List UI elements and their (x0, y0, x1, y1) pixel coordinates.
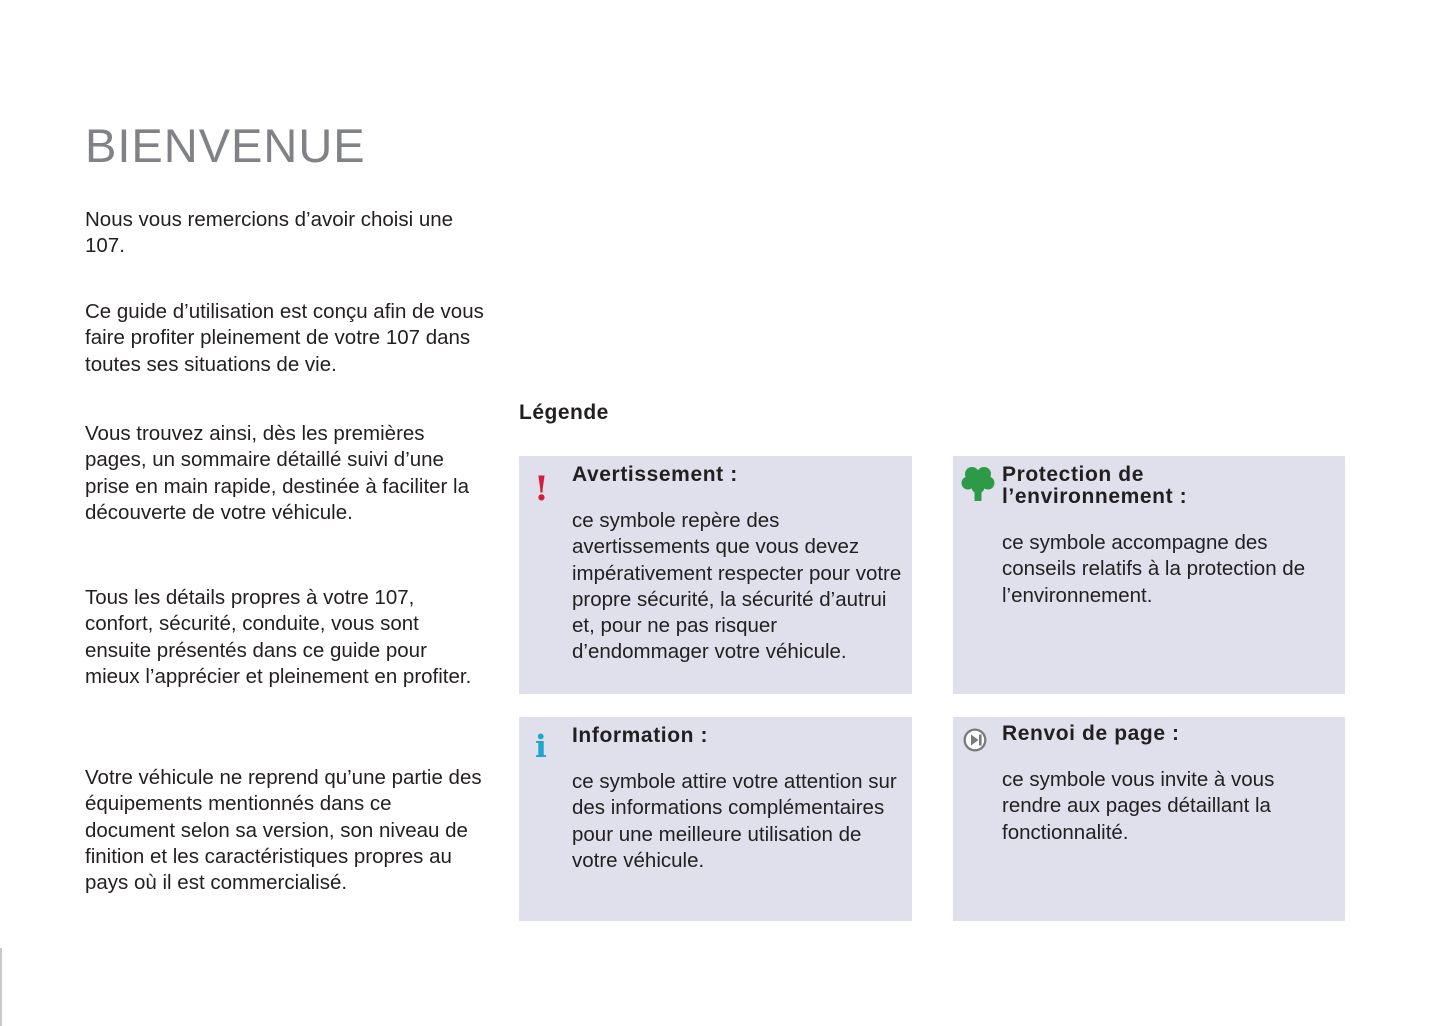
legend-heading-environment-line1: Protection de (1002, 463, 1144, 486)
legend-heading-page-reference: Renvoi de page : (1002, 722, 1180, 745)
page-edge-divider (0, 948, 2, 1026)
legend-heading-environment-line2: l’environnement : (1002, 485, 1188, 508)
legend-heading-information: Information : (572, 724, 709, 747)
legend-text-information: ce symbole attire votre attention sur des informations complémentaires pour une meilleure utilisation de votre véhicule. (572, 770, 897, 872)
exclamation-icon: ! (534, 469, 549, 509)
legend-text-environment: ce symbole accompagne des conseils relatifs à la protection de l’environnement. (1002, 531, 1306, 607)
info-icon: i (535, 729, 547, 765)
legend-heading-environment (1002, 464, 1187, 508)
legend-title: Légende (519, 401, 609, 424)
legend-box-environment (953, 456, 1345, 694)
intro-paragraph: Nous vous remercions d’avoir choisi une 107. (85, 208, 454, 258)
intro-paragraph: Votre véhicule ne reprend qu’une partie des équipements mentionnés dans ce document selon sa version, son niveau de finition et les caractéristiques propres au pays où il est commercialisé. (85, 766, 482, 895)
page-title: BIENVENUE (85, 119, 366, 172)
legend-text-page-reference: ce symbole vous invite à vous rendre aux pages détaillant la fonctionnalité. (1002, 768, 1275, 844)
tree-icon (961, 464, 995, 502)
legend-text-warning: ce symbole repère des avertissements que vous devez impérativement respecter pour votre propre sécurité, la sécurité d’autrui et, pour ne pas risquer d’endommager votre véhicule. (572, 509, 902, 664)
intro-paragraph: Ce guide d’utilisation est conçu afin de vous faire profiter pleinement de votre 107 dans toutes ses situations de vie. (85, 300, 484, 376)
legend-box-warning (519, 456, 912, 694)
legend-heading-warning: Avertissement : (572, 463, 738, 486)
legend-box-information (519, 717, 912, 921)
page-reference-icon (962, 727, 988, 753)
legend-box-page-reference (953, 717, 1345, 921)
intro-paragraph: Tous les détails propres à votre 107, confort, sécurité, conduite, vous sont ensuite présentés dans ce guide pour mieux l’apprécier et pleinement en profiter. (85, 586, 472, 688)
intro-paragraph: Vous trouvez ainsi, dès les premières pages, un sommaire détaillé suivi d’une prise en main rapide, destinée à faciliter la découverte de votre véhicule. (85, 422, 470, 524)
